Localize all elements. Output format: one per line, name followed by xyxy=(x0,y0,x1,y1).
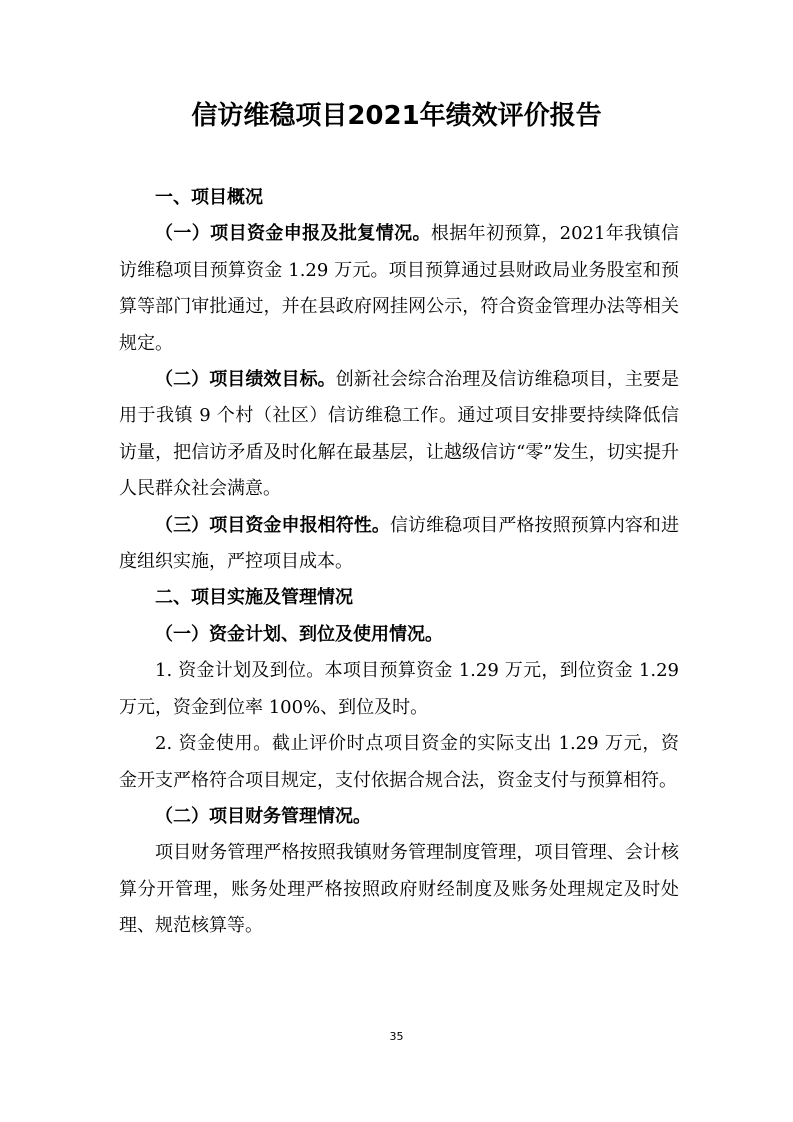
subsection-heading-2-1 xyxy=(119,617,679,653)
paragraph-text: 根据年初预算，2021年我镇信访维稳项目预算资金 1.29 万元。项目预算通过县财政局业务股室和预算等部门审批通过，并在县政府网挂网公示，符合资金管理办法等相关规定。 xyxy=(119,223,680,354)
paragraph-1-1 xyxy=(119,216,679,362)
paragraph-text: 创新社会综合治理及信访维稳项目，主要是用于我镇 9 个村（社区）信访维稳工作。通过项目安排要持续降低信访量，把信访矛盾及时化解在最基层，让越级信访“零”发生，切实提升人民群众社会满意。 xyxy=(119,369,680,500)
paragraph-lead: （三）项目资金申报相符性。 xyxy=(155,514,390,536)
subsection-heading-2-2 xyxy=(119,799,679,835)
section-heading-2: 二、项目实施及管理情况 xyxy=(155,587,353,609)
paragraph-lead: （二）项目财务管理情况。 xyxy=(155,805,371,827)
section-heading-1: 一、项目概况 xyxy=(155,187,263,208)
paragraph-lead: （二）项目绩效目标。 xyxy=(155,369,336,391)
document-title: 信访维稳项目2021年绩效评价报告 xyxy=(191,101,602,131)
paragraph-2-2: 2. 资金使用。截止评价时点项目资金的实际支出 1.29 万元，资金开支严格符合项目规定，支付依据合规合法，资金支付与预算相符。 xyxy=(119,733,679,791)
paragraph-1-2 xyxy=(119,362,679,508)
page-number: 35 xyxy=(389,1030,404,1043)
paragraph-lead: （一）项目资金申报及批复情况。 xyxy=(155,223,431,245)
paragraph-2-1: 1. 资金计划及到位。本项目预算资金 1.29 万元，到位资金 1.29 万元，资金到位率 100%、到位及时。 xyxy=(119,660,679,718)
paragraph-2-3: 项目财务管理严格按照我镇财务管理制度管理，项目管理、会计核算分开管理，账务处理严格按照政府财经制度及账务处理规定及时处理、规范核算等。 xyxy=(119,842,679,937)
paragraph-text: 信访维稳项目严格按照预算内容和进度组织实施，严控项目成本。 xyxy=(119,514,680,573)
paragraph-1-3 xyxy=(119,508,679,581)
document-body xyxy=(119,180,679,945)
paragraph-lead: （一）资金计划、到位及使用情况。 xyxy=(155,623,443,645)
